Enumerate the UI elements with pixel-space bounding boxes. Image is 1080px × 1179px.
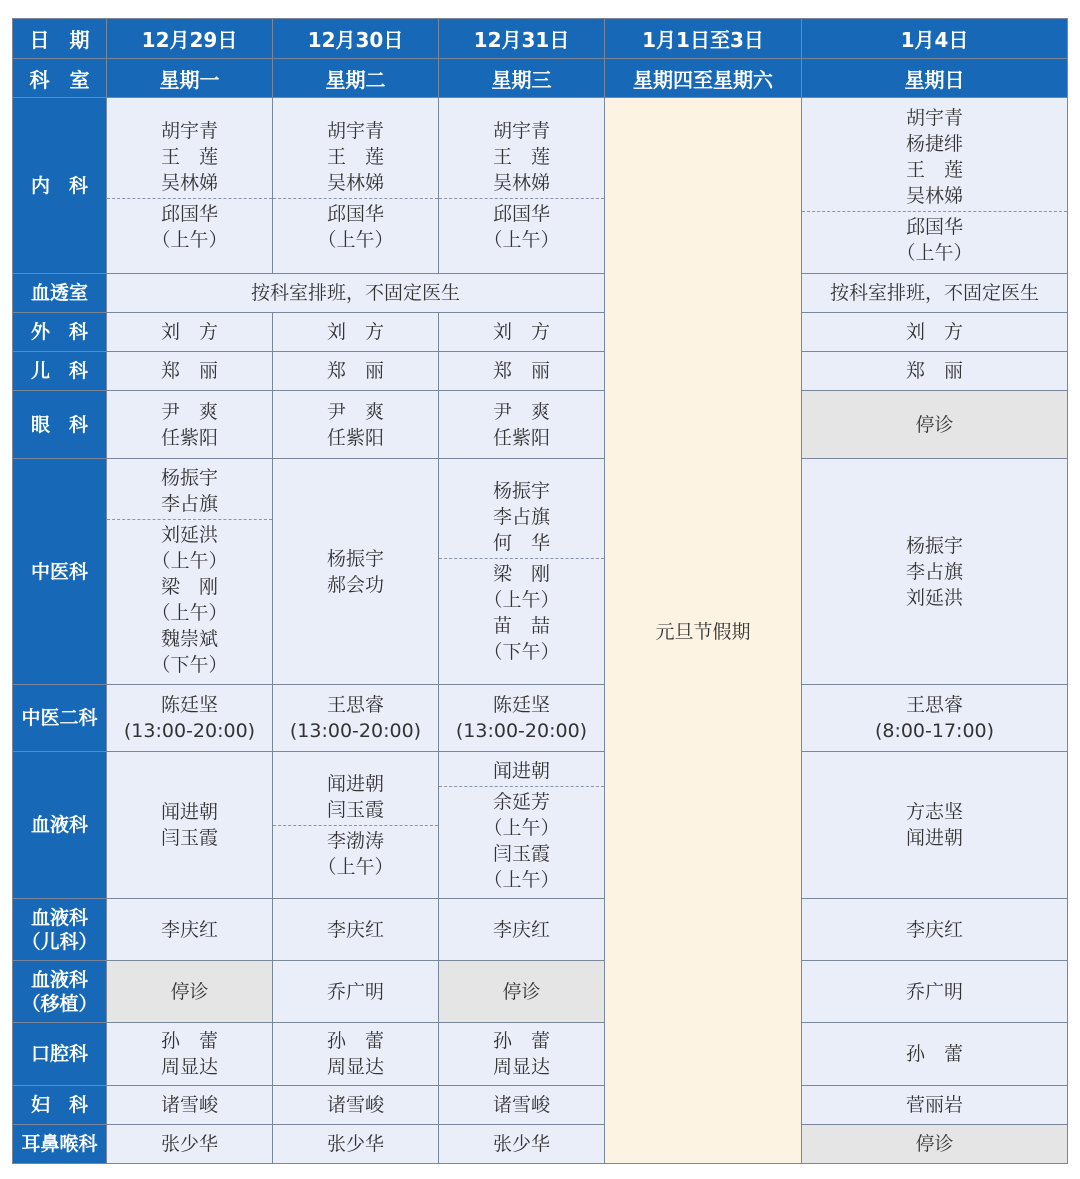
dept-name: 中医二科 — [13, 685, 107, 752]
cell: 诸雪峻 — [107, 1086, 273, 1125]
cell: 停诊 — [439, 961, 605, 1023]
doctor-group — [107, 198, 272, 255]
header-weekday-3: 星期三 — [439, 59, 605, 98]
doctor-group — [439, 1026, 604, 1082]
doctor-line: 刘延洪 — [905, 586, 963, 609]
header-date-5: 1月4日 — [802, 19, 1068, 59]
doctor-group — [273, 690, 438, 746]
doctor-group — [802, 690, 1067, 746]
row-xueye-erke — [13, 899, 1068, 961]
doctor-line: 杨振宇 — [905, 534, 963, 557]
cell: 停诊 — [107, 961, 273, 1023]
cell: 郑 丽 — [107, 352, 273, 391]
doctor-line: 杨振宇 — [492, 480, 550, 502]
doctor-line: 周显达 — [326, 1056, 384, 1078]
cell — [273, 459, 439, 685]
header-row-weekdays — [13, 59, 1068, 98]
doctor-line: 尹 爽 — [160, 400, 218, 423]
doctor-line: 孙 蕾 — [492, 1030, 550, 1052]
cell: 停诊 — [802, 1125, 1068, 1164]
doctor-line: 邱国华 — [160, 203, 218, 225]
dept-name-line2: （移植） — [21, 992, 98, 1015]
doctor-group — [439, 198, 604, 255]
doctor-line: 杨振宇 — [326, 547, 384, 570]
cell — [802, 752, 1068, 899]
doctor-group — [107, 397, 272, 453]
row-xueye-yizhi — [13, 961, 1068, 1023]
doctor-line: 周显达 — [160, 1056, 218, 1078]
cell: 乔广明 — [273, 961, 439, 1023]
cell: 按科室排班，不固定医生 — [107, 274, 605, 313]
doctor-line: (13:00-20:00) — [455, 720, 588, 742]
cell — [439, 459, 605, 685]
header-weekday-2: 星期二 — [273, 59, 439, 98]
doctor-line: 李占旗 — [160, 493, 218, 515]
doctor-line: 王 莲 — [905, 159, 963, 181]
schedule-page — [12, 18, 1067, 1164]
doctor-line: 李占旗 — [905, 560, 963, 583]
cell: 乔广明 — [802, 961, 1068, 1023]
doctor-line: 梁 刚 — [492, 563, 550, 585]
dept-name: 口腔科 — [13, 1023, 107, 1086]
row-xueye — [13, 752, 1068, 899]
doctor-line: 吴林娣 — [492, 172, 550, 194]
doctor-line: 邱国华 — [326, 203, 384, 225]
doctor-line: 李渤涛 — [326, 829, 384, 852]
header-date-2: 12月30日 — [273, 19, 439, 59]
doctor-line: 闫玉霞 — [326, 798, 384, 821]
doctor-line: 王思睿 — [326, 694, 384, 716]
header-date-label: 日 期 — [13, 19, 107, 59]
doctor-line: 闫玉霞 — [492, 842, 550, 865]
row-erbihou — [13, 1125, 1068, 1164]
cell: 郑 丽 — [439, 352, 605, 391]
doctor-line: （上午） — [317, 855, 394, 878]
doctor-line: 胡宇青 — [160, 120, 218, 142]
doctor-group — [273, 769, 438, 825]
doctor-group — [107, 116, 272, 198]
doctor-line: 孙 蕾 — [326, 1030, 384, 1052]
doctor-group — [273, 198, 438, 255]
row-erke — [13, 352, 1068, 391]
doctor-line: （上午） — [151, 229, 228, 251]
doctor-group — [273, 544, 438, 600]
doctor-line: 吴林娣 — [326, 172, 384, 194]
doctor-line: 何 华 — [492, 532, 550, 554]
doctor-line: （上午） — [483, 868, 560, 891]
doctor-line: （上午） — [483, 589, 560, 611]
doctor-group — [107, 1026, 272, 1082]
dept-name: 外 科 — [13, 313, 107, 352]
doctor-group — [802, 797, 1067, 853]
doctor-line: （上午） — [483, 229, 560, 251]
doctor-line: （下午） — [483, 641, 560, 663]
doctor-line: 闻进朝 — [492, 759, 550, 782]
doctor-line: (13:00-20:00) — [289, 720, 422, 742]
doctor-group — [439, 397, 604, 453]
cell: 李庆红 — [802, 899, 1068, 961]
cell: 停诊 — [802, 391, 1068, 459]
cell: 菅丽岩 — [802, 1086, 1068, 1125]
doctor-line: 胡宇青 — [905, 107, 963, 129]
cell — [439, 1023, 605, 1086]
doctor-line: 苗 喆 — [492, 615, 550, 637]
header-weekday-4: 星期四至星期六 — [605, 59, 802, 98]
doctor-line: 陈廷坚 — [160, 694, 218, 716]
dept-name: 血液科 — [13, 752, 107, 899]
cell — [802, 685, 1068, 752]
doctor-line: 任紫阳 — [492, 426, 550, 449]
dept-name: 内 科 — [13, 98, 107, 274]
cell — [439, 752, 605, 899]
doctor-line: 刘延洪 — [160, 524, 218, 546]
doctor-line: （上午） — [483, 816, 560, 839]
doctor-line: (13:00-20:00) — [123, 720, 256, 742]
doctor-line: 陈廷坚 — [492, 694, 550, 716]
doctor-line: 王 莲 — [160, 146, 218, 168]
doctor-line: 闻进朝 — [326, 772, 384, 795]
doctor-line: 胡宇青 — [492, 120, 550, 142]
header-date-4: 1月1日至3日 — [605, 19, 802, 59]
row-xuetou — [13, 274, 1068, 313]
row-kouqiang — [13, 1023, 1068, 1086]
row-zhongyi — [13, 459, 1068, 685]
doctor-group — [439, 756, 604, 786]
cell: 刘 方 — [802, 313, 1068, 352]
cell — [439, 98, 605, 274]
cell: 张少华 — [107, 1125, 273, 1164]
doctor-line: 王思睿 — [905, 694, 963, 716]
doctor-line: （上午） — [151, 602, 228, 624]
cell — [107, 685, 273, 752]
cell — [273, 391, 439, 459]
cell — [107, 391, 273, 459]
doctor-group — [107, 519, 272, 680]
doctor-group — [273, 1026, 438, 1082]
doctor-group — [273, 116, 438, 198]
doctor-group — [439, 558, 604, 667]
row-zhongyi2 — [13, 685, 1068, 752]
cell — [107, 98, 273, 274]
dept-name-line1: 血液科 — [30, 906, 88, 929]
doctor-line: （下午） — [151, 654, 228, 676]
doctor-group — [439, 116, 604, 198]
cell: 刘 方 — [107, 313, 273, 352]
cell — [439, 685, 605, 752]
doctor-line: （上午） — [151, 550, 228, 572]
header-dept-label: 科 室 — [13, 59, 107, 98]
header-weekday-5: 星期日 — [802, 59, 1068, 98]
doctor-line: （上午） — [317, 229, 394, 251]
header-row-dates — [13, 19, 1068, 59]
holiday-cell: 元旦节假期 — [605, 98, 802, 1164]
doctor-line: 胡宇青 — [326, 120, 384, 142]
doctor-group — [107, 463, 272, 519]
doctor-group — [439, 476, 604, 558]
doctor-line: 周显达 — [492, 1056, 550, 1078]
cell: 李庆红 — [439, 899, 605, 961]
doctor-group — [802, 103, 1067, 211]
dept-name — [13, 899, 107, 961]
header-date-1: 12月29日 — [107, 19, 273, 59]
cell — [107, 459, 273, 685]
cell: 刘 方 — [439, 313, 605, 352]
cell — [107, 752, 273, 899]
doctor-line: 闻进朝 — [905, 827, 963, 849]
doctor-group — [273, 397, 438, 453]
cell — [802, 98, 1068, 274]
doctor-group — [802, 211, 1067, 268]
row-waike — [13, 313, 1068, 352]
cell: 孙 蕾 — [802, 1023, 1068, 1086]
cell: 郑 丽 — [273, 352, 439, 391]
row-neike — [13, 98, 1068, 274]
doctor-group — [439, 690, 604, 746]
dept-name-line2: （儿科） — [21, 930, 98, 953]
doctor-line: 尹 爽 — [326, 400, 384, 423]
row-fuke — [13, 1086, 1068, 1125]
dept-name: 中医科 — [13, 459, 107, 685]
doctor-line: 闫玉霞 — [160, 827, 218, 849]
dept-name: 儿 科 — [13, 352, 107, 391]
cell: 张少华 — [439, 1125, 605, 1164]
doctor-line: 任紫阳 — [160, 426, 218, 449]
doctor-line: 吴林娣 — [905, 185, 963, 207]
dept-name: 耳鼻喉科 — [13, 1125, 107, 1164]
doctor-line: （上午） — [896, 242, 973, 264]
cell — [802, 459, 1068, 685]
doctor-line: 郝会功 — [326, 573, 384, 596]
doctor-line: 杨捷绯 — [905, 133, 963, 155]
holiday-schedule-table — [12, 18, 1068, 1164]
cell — [273, 752, 439, 899]
header-date-3: 12月31日 — [439, 19, 605, 59]
doctor-line: 邱国华 — [905, 216, 963, 238]
doctor-line: 李占旗 — [492, 506, 550, 528]
cell: 郑 丽 — [802, 352, 1068, 391]
dept-name-line1: 血液科 — [30, 968, 88, 991]
cell: 按科室排班，不固定医生 — [802, 274, 1068, 313]
cell — [107, 1023, 273, 1086]
dept-name: 血透室 — [13, 274, 107, 313]
doctor-line: 余延芳 — [492, 790, 550, 813]
cell: 张少华 — [273, 1125, 439, 1164]
doctor-line: 魏崇斌 — [160, 628, 218, 650]
doctor-group — [802, 531, 1067, 613]
cell — [273, 98, 439, 274]
doctor-line: (8:00-17:00) — [874, 720, 995, 742]
doctor-line: 梁 刚 — [160, 576, 218, 598]
doctor-line: 任紫阳 — [326, 426, 384, 449]
cell: 刘 方 — [273, 313, 439, 352]
doctor-group — [273, 825, 438, 882]
cell — [439, 391, 605, 459]
doctor-line: 尹 爽 — [492, 400, 550, 423]
cell: 诸雪峻 — [273, 1086, 439, 1125]
doctor-group — [439, 786, 604, 895]
doctor-line: 王 莲 — [326, 146, 384, 168]
cell: 李庆红 — [107, 899, 273, 961]
doctor-line: 孙 蕾 — [160, 1030, 218, 1052]
doctor-line: 邱国华 — [492, 203, 550, 225]
doctor-line: 方志坚 — [905, 801, 963, 823]
doctor-group — [107, 690, 272, 746]
dept-name: 眼 科 — [13, 391, 107, 459]
doctor-line: 杨振宇 — [160, 467, 218, 489]
cell — [273, 1023, 439, 1086]
row-yanke — [13, 391, 1068, 459]
cell — [273, 685, 439, 752]
dept-name: 妇 科 — [13, 1086, 107, 1125]
cell: 李庆红 — [273, 899, 439, 961]
header-weekday-1: 星期一 — [107, 59, 273, 98]
doctor-line: 闻进朝 — [160, 801, 218, 823]
doctor-group — [107, 797, 272, 853]
cell: 诸雪峻 — [439, 1086, 605, 1125]
dept-name — [13, 961, 107, 1023]
doctor-line: 吴林娣 — [160, 172, 218, 194]
doctor-line: 王 莲 — [492, 146, 550, 168]
